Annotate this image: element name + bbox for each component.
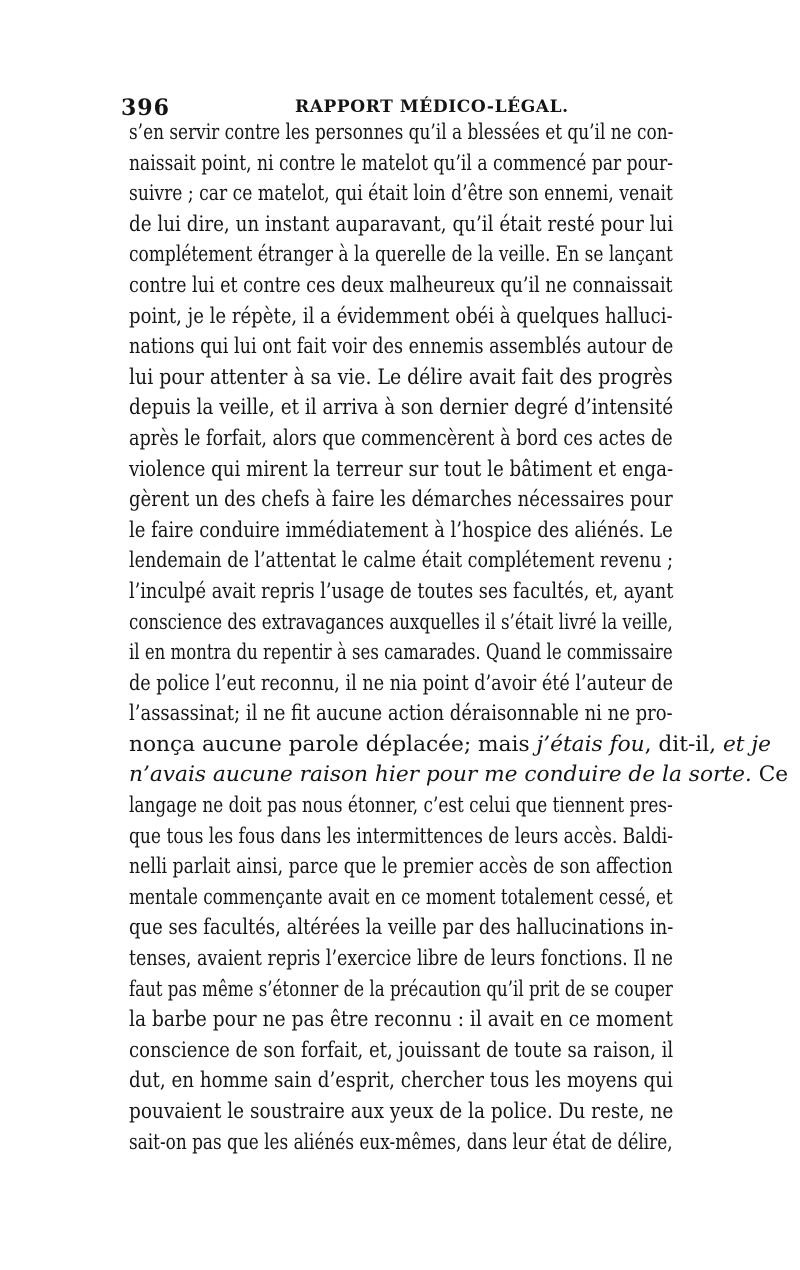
text-line: point, je le répète, il a évidemment obéi à quelques halluci-	[129, 303, 673, 329]
text-line: suivre ; car ce matelot, qui était loin d’être son ennemi, venait	[129, 181, 673, 207]
text-line: nations qui lui ont fait voir des ennemis assemblés autour de	[129, 334, 674, 360]
text-line: que tous les fous dans les intermittences de leurs accès. Baldi-	[129, 823, 674, 849]
page-number: 396	[121, 95, 170, 121]
text-line: que ses facultés, altérées la veille par des hallucinations in-	[129, 915, 674, 941]
mixed-style-text-line	[129, 760, 789, 791]
text-line: s’en servir contre les personnes qu’il a blessées et qu’il ne con-	[129, 120, 674, 145]
text-line: complétement étranger à la querelle de la veille. En se lançant	[129, 242, 673, 268]
text-line: conscience des extravagances auxquelles il s’était livré la veille,	[129, 609, 673, 635]
text-line: sait-on pas que les aliénés eux-mêmes, dans leur état de délire,	[129, 1129, 673, 1155]
text-line: mentale commençante avait en ce moment totalement cessé, et	[129, 884, 673, 910]
text-line: violence qui mirent la terreur sur tout le bâtiment et enga-	[129, 456, 674, 482]
text-line: la barbe pour ne pas être reconnu : il avait en ce moment	[129, 1007, 673, 1033]
text-line: naissait point, ni contre le matelot qu’il a commencé par pour-	[129, 150, 674, 176]
text-line: depuis la veille, et il arriva à son dernier degré d’intensité	[129, 395, 674, 421]
italic-quote-segment: et je	[722, 731, 771, 757]
text-line: l’inculpé avait repris l’usage de toutes ses facultés, et, ayant	[129, 578, 674, 604]
text-line: contre lui et contre ces deux malheureux qu’il ne connaissait	[129, 272, 673, 298]
body-text	[129, 118, 789, 1158]
text-line: l’assassinat; il ne fit aucune action déraisonnable ni ne pro-	[129, 701, 673, 727]
text-line: de police l’eut reconnu, il ne nia point d’avoir été l’auteur de	[129, 670, 673, 696]
text-line: lui pour attenter à sa vie. Le délire avait fait des progrès	[129, 364, 673, 390]
text-line: lendemain de l’attentat le calme était complétement revenu ;	[129, 548, 673, 574]
text-segment: , dit-il,	[644, 731, 723, 757]
text-line: dut, en homme sain d’esprit, chercher tous les moyens qui	[129, 1068, 673, 1094]
text-line: après le forfait, alors que commencèrent à bord ces actes de	[129, 425, 673, 451]
running-title: RAPPORT MÉDICO-LÉGAL.	[295, 97, 569, 117]
text-segment: nonça aucune parole déplacée; mais	[129, 731, 537, 757]
text-segment: Ce	[751, 762, 789, 788]
text-line: nelli parlait ainsi, parce que le premier accès de son affection	[129, 854, 673, 880]
text-line: conscience de son forfait, et, jouissant de toute sa raison, il	[129, 1037, 674, 1063]
text-line: tenses, avaient repris l’exercice libre de leurs fonctions. Il ne	[129, 946, 673, 972]
text-line: langage ne doit pas nous étonner, c’est celui que tiennent pres-	[129, 793, 673, 819]
text-line: pouvaient le soustraire aux yeux de la police. Du reste, ne	[129, 1099, 674, 1124]
italic-quote-segment: n’avais aucune raison hier pour me conduire de la sorte.	[129, 762, 752, 788]
mixed-style-text-line	[129, 730, 771, 761]
text-line: le faire conduire immédiatement à l’hospice des aliénés. Le	[129, 517, 673, 543]
text-line: de lui dire, un instant auparavant, qu’il était resté pour lui	[129, 211, 674, 237]
italic-quote-segment: j’étais fou	[536, 731, 645, 757]
text-line: faut pas même s’étonner de la précaution qu’il prit de se couper	[129, 976, 673, 1002]
text-line: il en montra du repentir à ses camarades. Quand le commissaire	[129, 640, 673, 666]
text-line: gèrent un des chefs à faire les démarches nécessaires pour	[129, 487, 673, 513]
